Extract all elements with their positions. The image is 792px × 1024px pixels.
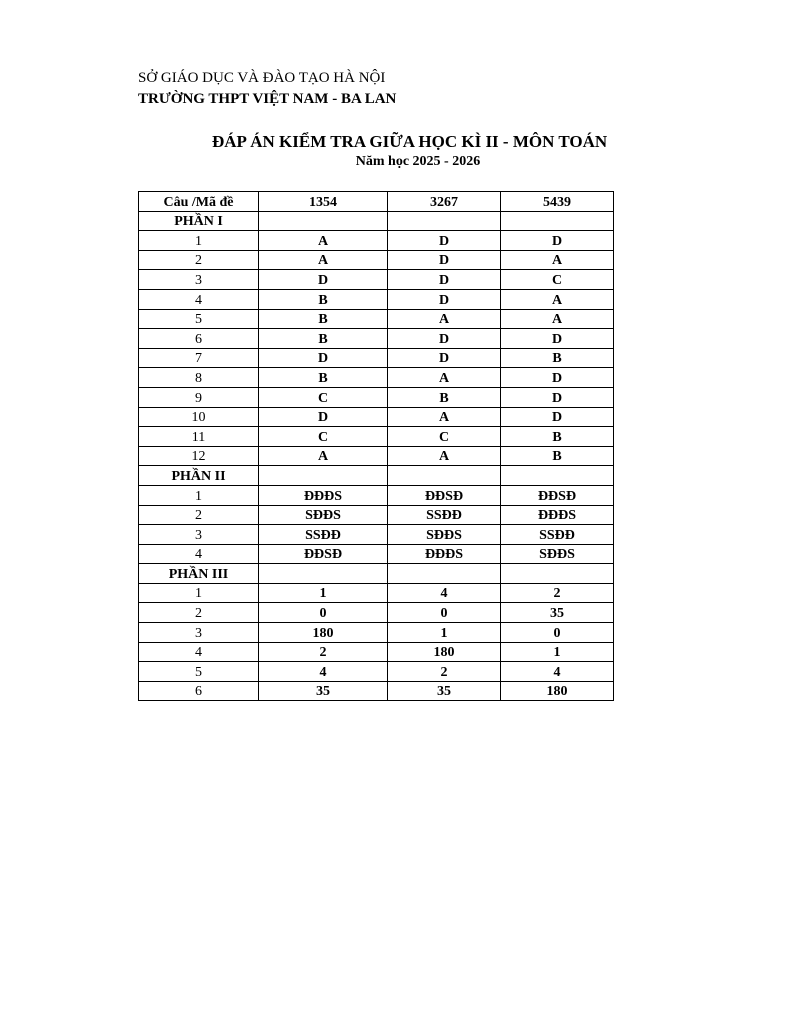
answer-cell <box>501 466 614 486</box>
question-number: 11 <box>139 427 259 447</box>
answer-cell: SĐĐS <box>501 544 614 564</box>
answer-cell: D <box>259 407 388 427</box>
table-row <box>139 446 614 466</box>
question-number: 1 <box>139 231 259 251</box>
table-row <box>139 309 614 329</box>
question-number: 2 <box>139 505 259 525</box>
answer-cell: B <box>501 348 614 368</box>
table-row <box>139 250 614 270</box>
answer-cell: A <box>388 309 501 329</box>
department-name: SỞ GIÁO DỤC VÀ ĐÀO TẠO HÀ NỘI <box>138 70 386 86</box>
answer-cell: ĐĐĐS <box>259 485 388 505</box>
answer-cell <box>501 211 614 231</box>
answer-cell: D <box>388 329 501 349</box>
answer-cell: SSĐĐ <box>388 505 501 525</box>
table-row <box>139 231 614 251</box>
school-name: TRƯỜNG THPT VIỆT NAM - BA LAN <box>138 91 397 107</box>
question-number: 9 <box>139 387 259 407</box>
table-row <box>139 427 614 447</box>
table-row <box>139 387 614 407</box>
table-row <box>139 505 614 525</box>
question-number: 6 <box>139 329 259 349</box>
answer-cell: ĐĐSĐ <box>501 485 614 505</box>
answer-cell: B <box>501 427 614 447</box>
table-row <box>139 583 614 603</box>
answer-cell: 35 <box>501 603 614 623</box>
answer-cell: ĐĐSĐ <box>259 544 388 564</box>
answer-cell: 2 <box>259 642 388 662</box>
answer-cell: ĐĐSĐ <box>388 485 501 505</box>
table-row <box>139 544 614 564</box>
answer-cell: SSĐĐ <box>259 525 388 545</box>
question-number: 5 <box>139 662 259 682</box>
question-number: 6 <box>139 681 259 701</box>
column-header: Câu /Mã đề <box>139 192 259 212</box>
question-number: 3 <box>139 525 259 545</box>
answer-cell: A <box>501 250 614 270</box>
school-year: Năm học 2025 - 2026 <box>355 154 481 169</box>
answer-cell: D <box>501 387 614 407</box>
table-row <box>139 662 614 682</box>
answer-cell: B <box>259 309 388 329</box>
question-number: 4 <box>139 289 259 309</box>
answer-cell: D <box>501 231 614 251</box>
table-row <box>139 642 614 662</box>
answer-cell: 1 <box>501 642 614 662</box>
table-row <box>139 270 614 290</box>
document-title: ĐÁP ÁN KIỂM TRA GIỮA HỌC KÌ II - MÔN TOÁN <box>212 132 608 151</box>
answer-cell: A <box>259 446 388 466</box>
answer-cell: 0 <box>501 623 614 643</box>
answer-cell: D <box>388 348 501 368</box>
question-number: 12 <box>139 446 259 466</box>
question-number: 4 <box>139 544 259 564</box>
answer-cell: SĐĐS <box>259 505 388 525</box>
answer-cell: 0 <box>388 603 501 623</box>
question-number: 3 <box>139 270 259 290</box>
answer-cell <box>501 564 614 584</box>
answer-cell: B <box>501 446 614 466</box>
question-number: 1 <box>139 485 259 505</box>
section-label: PHẦN II <box>139 466 259 486</box>
answer-cell: A <box>259 231 388 251</box>
answer-cell: ĐĐĐS <box>501 505 614 525</box>
table-row <box>139 289 614 309</box>
answer-cell: 35 <box>388 681 501 701</box>
answer-key-table <box>138 191 614 701</box>
answer-cell: C <box>501 270 614 290</box>
answer-cell: D <box>501 368 614 388</box>
section-row <box>139 211 614 231</box>
answer-cell: D <box>501 407 614 427</box>
answer-cell: D <box>259 270 388 290</box>
section-label: PHẦN III <box>139 564 259 584</box>
answer-cell: A <box>388 407 501 427</box>
table-row <box>139 623 614 643</box>
question-number: 2 <box>139 603 259 623</box>
question-number: 5 <box>139 309 259 329</box>
answer-cell: D <box>388 250 501 270</box>
question-number: 2 <box>139 250 259 270</box>
answer-cell: A <box>259 250 388 270</box>
answer-cell: SĐĐS <box>388 525 501 545</box>
answer-cell <box>388 466 501 486</box>
answer-cell <box>388 211 501 231</box>
table-row <box>139 329 614 349</box>
answer-cell <box>259 211 388 231</box>
answer-cell: C <box>259 427 388 447</box>
answer-cell: A <box>388 368 501 388</box>
table-header-row <box>139 192 614 212</box>
section-row <box>139 564 614 584</box>
section-row <box>139 466 614 486</box>
table-row <box>139 525 614 545</box>
answer-cell: SSĐĐ <box>501 525 614 545</box>
answer-cell: B <box>259 368 388 388</box>
answer-cell: B <box>259 289 388 309</box>
question-number: 10 <box>139 407 259 427</box>
answer-cell: D <box>259 348 388 368</box>
table-row <box>139 485 614 505</box>
question-number: 4 <box>139 642 259 662</box>
answer-cell: 180 <box>388 642 501 662</box>
table-row <box>139 348 614 368</box>
answer-cell: D <box>501 329 614 349</box>
question-number: 7 <box>139 348 259 368</box>
answer-cell: 180 <box>501 681 614 701</box>
answer-cell: ĐĐĐS <box>388 544 501 564</box>
answer-cell: D <box>388 289 501 309</box>
question-number: 1 <box>139 583 259 603</box>
column-header: 5439 <box>501 192 614 212</box>
answer-cell: A <box>388 446 501 466</box>
answer-cell: 180 <box>259 623 388 643</box>
answer-cell: 35 <box>259 681 388 701</box>
answer-cell: 0 <box>259 603 388 623</box>
answer-cell: 1 <box>259 583 388 603</box>
table-row <box>139 407 614 427</box>
answer-cell: A <box>501 289 614 309</box>
answer-cell: C <box>388 427 501 447</box>
answer-cell: 4 <box>501 662 614 682</box>
answer-cell <box>259 564 388 584</box>
answer-cell: D <box>388 270 501 290</box>
answer-cell: D <box>388 231 501 251</box>
table-row <box>139 681 614 701</box>
answer-cell: 1 <box>388 623 501 643</box>
column-header: 3267 <box>388 192 501 212</box>
question-number: 3 <box>139 623 259 643</box>
answer-cell: 4 <box>259 662 388 682</box>
answer-cell: A <box>501 309 614 329</box>
table-row <box>139 603 614 623</box>
answer-cell: C <box>259 387 388 407</box>
column-header: 1354 <box>259 192 388 212</box>
answer-cell <box>259 466 388 486</box>
answer-cell <box>388 564 501 584</box>
answer-cell: 4 <box>388 583 501 603</box>
answer-key-body <box>139 192 614 701</box>
answer-cell: B <box>259 329 388 349</box>
answer-cell: B <box>388 387 501 407</box>
question-number: 8 <box>139 368 259 388</box>
title-container <box>138 132 614 154</box>
answer-cell: 2 <box>501 583 614 603</box>
table-row <box>139 368 614 388</box>
answer-cell: 2 <box>388 662 501 682</box>
section-label: PHẦN I <box>139 211 259 231</box>
